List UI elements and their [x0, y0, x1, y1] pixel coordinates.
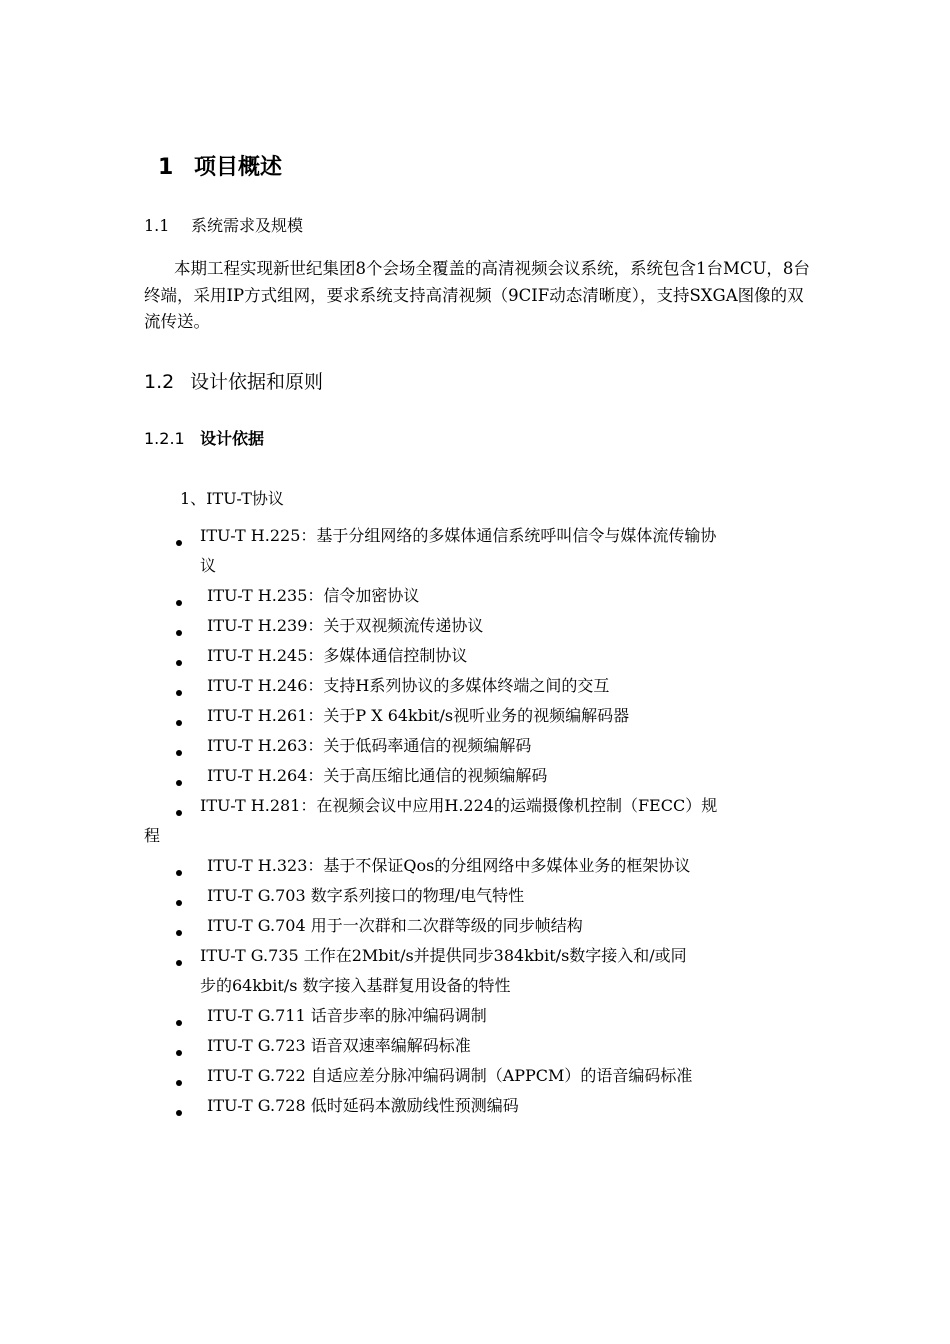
- bullet-icon: [176, 630, 182, 636]
- bullet-icon: [176, 660, 182, 666]
- protocol-text: ITU-T H.264：关于高压缩比通信的视频编解码: [207, 766, 548, 785]
- section-number: 1.1: [144, 216, 170, 235]
- bullet-icon: [176, 780, 182, 786]
- chapter-number: 1: [158, 155, 174, 180]
- protocol-text: ITU-T H.323：基于不保证Qos的分组网络中多媒体业务的框架协议: [207, 856, 691, 875]
- protocol-text: ITU-T G.711 话音步率的脉冲编码调制: [207, 1006, 487, 1025]
- protocol-text: ITU-T H.239：关于双视频流传递协议: [207, 616, 484, 635]
- chapter-heading: [158, 150, 282, 186]
- protocol-text: ITU-T H.261：关于P X 64kbit/s视听业务的视频编解码器: [207, 706, 630, 725]
- section-number: 1.2: [144, 371, 175, 393]
- section-title: 设计依据: [200, 429, 265, 448]
- body-paragraph: 本期工程实现新世纪集团8个会场全覆盖的高清视频会议系统，系统包含1台MCU，8台终端，采用IP方式组网，要求系统支持高清视频（9CIF动态清晰度），支持SXGA图像的双流传送。: [144, 259, 810, 331]
- bullet-icon: [176, 690, 182, 696]
- protocol-text: ITU-T G.728 低时延码本激励线性预测编码: [207, 1096, 519, 1115]
- section-1-1-heading: [144, 212, 303, 240]
- protocol-text: ITU-T G.735 工作在2Mbit/s并提供同步384kbit/s数字接入和/或同: [200, 946, 687, 965]
- protocol-text: ITU-T G.703 数字系列接口的物理/电气特性: [207, 886, 525, 905]
- protocol-text: ITU-T G.723 语音双速率编解码标准: [207, 1036, 471, 1055]
- protocol-text: ITU-T H.245：多媒体通信控制协议: [207, 646, 468, 665]
- bullet-icon: [176, 870, 182, 876]
- bullet-icon: [176, 750, 182, 756]
- section-title: 系统需求及规模: [191, 216, 304, 235]
- section-number: 1.2.1: [144, 429, 185, 448]
- chapter-title: 项目概述: [194, 155, 283, 180]
- bullet-icon: [176, 810, 182, 816]
- bullet-icon: [176, 930, 182, 936]
- protocol-text: ITU-T H.281：在视频会议中应用H.224的运端摄像机控制（FECC）规: [200, 796, 718, 815]
- section-1-2-1-heading: [144, 425, 264, 453]
- bullet-icon: [176, 960, 182, 966]
- bullet-icon: [176, 1020, 182, 1026]
- protocol-text: ITU-T H.246：支持H系列协议的多媒体终端之间的交互: [207, 676, 610, 695]
- protocol-text: ITU-T H.235：信令加密协议: [207, 586, 420, 605]
- protocol-text: ITU-T G.722 自适应差分脉冲编码调制（APPCM）的语音编码标准: [207, 1066, 693, 1085]
- bullet-icon: [176, 900, 182, 906]
- bullet-icon: [176, 1080, 182, 1086]
- bullet-icon: [176, 1050, 182, 1056]
- protocol-text: ITU-T G.704 用于一次群和二次群等级的同步帧结构: [207, 916, 583, 935]
- protocol-text: ITU-T H.225：基于分组网络的多媒体通信系统呼叫信令与媒体流传输协: [200, 526, 717, 545]
- protocol-text-continuation: 程: [144, 826, 161, 845]
- section-title: 设计依据和原则: [190, 371, 324, 393]
- protocol-text: ITU-T H.263：关于低码率通信的视频编解码: [207, 736, 532, 755]
- bullet-icon: [176, 600, 182, 606]
- bullet-icon: [176, 1110, 182, 1116]
- section-1-2-heading: [144, 367, 323, 397]
- bullet-icon: [176, 720, 182, 726]
- protocol-text-continuation: 步的64kbit/s 数字接入基群复用设备的特性: [200, 976, 511, 995]
- protocol-group-heading: 1、ITU-T协议: [180, 489, 284, 508]
- bullet-icon: [176, 540, 182, 546]
- protocol-text-continuation: 议: [200, 556, 217, 575]
